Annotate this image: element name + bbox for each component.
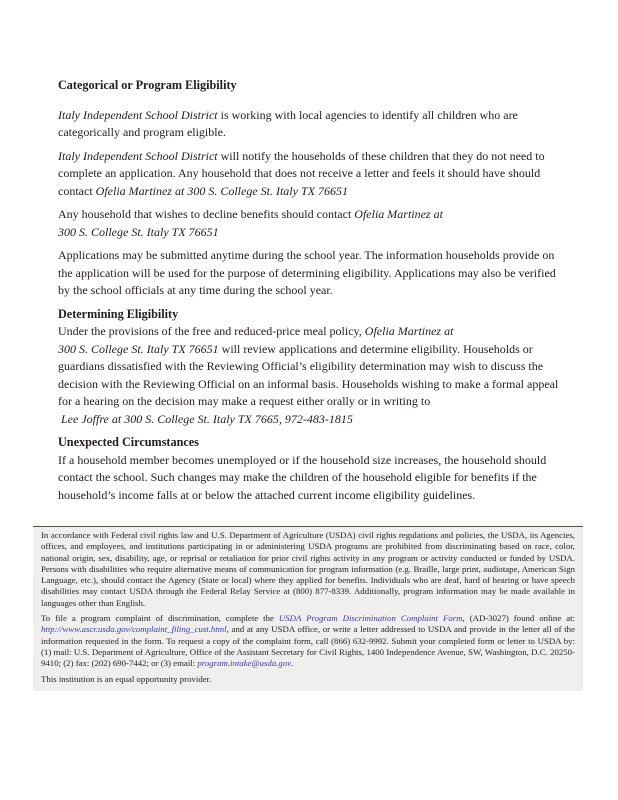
letter-body	[58, 77, 566, 504]
paragraph-text: is working with local agencies to identify all children who are categorically and program eligible.	[58, 107, 521, 139]
footer-equal-opportunity-statement: This institution is an equal opportunity provider.	[41, 673, 212, 684]
usda-legal-footer	[33, 526, 583, 691]
paragraph-decline-benefits	[58, 206, 566, 241]
footer-text: .	[291, 658, 294, 669]
footer-text: To file a program complaint of discrimination, complete the	[41, 613, 279, 624]
paragraph-text: Under the provisions of the free and reduced-price meal policy,	[58, 324, 365, 338]
district-name: Italy Independent School District	[58, 148, 218, 163]
paragraph-text: will review applications and determine eligibility. Households or guardians dissatisfied with the Reviewing Official’s eligibility determination may wish to discuss the decision with the Reviewing Official on an informal basis. Households wishing to make a formal appeal for a hearing on the decision may make a request either orally or in writing to	[58, 341, 562, 408]
footer-text: , and at any USDA office, or write a letter addressed to USDA and provide in the letter all of the information requested in the form. To request a copy of the complaint form, call (866) 632-9992. Submit your completed form or letter to USDA by: (1) mail: U.S. Department of Agriculture, Office of the Assistant Secretary for Civil Rights, 1400 Independence Avenue, SW, Washington, D.C. 20250-9410; (2) fax: (202) 690-7442; or (3) email:	[41, 624, 575, 669]
district-name: Italy Independent School District	[58, 107, 218, 122]
paragraph-notify-households	[58, 148, 566, 201]
paragraph-unexpected-circumstances: If a household member becomes unemployed or if the household size increases, the household should contact the school. Such changes may make the children of the household eligible for benefits if the household’s income falls at or below the attached current income eligibility guidelines.	[58, 452, 550, 502]
section-heading-unexpected-circumstances: Unexpected Circumstances	[58, 435, 199, 449]
footer-nondiscrimination-statement: In accordance with Federal civil rights law and U.S. Department of Agriculture (USDA) civil rights regulations and policies, the USDA, its Agencies, offices, and employees, and institutions participating in or administering USDA programs are prohibited from discriminating based on race, color, national origin, sex, disability, age, or reprisal or retaliation for prior civil rights activity in any program or activity conducted or funded by USDA. Persons with disabilities who require alternative means of communication for program information (e.g. Braille, large print, audiotape, American Sign Language, etc.), should contact the Agency (State or local) where they applied for benefits. Individuals who are deaf, hard of hearing or have speech disabilities may contact USDA through the Federal Relay Service at (800) 877-8339. Additionally, program information may be made available in languages other than English.	[41, 530, 575, 608]
link-program-intake-email[interactable]: program.intake@usda.gov	[197, 658, 292, 669]
section-heading-determining-eligibility: Determining Eligibility	[58, 306, 179, 321]
paragraph-identify-children	[58, 107, 566, 142]
contact-name: Ofelia Martinez at	[354, 207, 443, 221]
footer-text: , (AD-3027) found online at:	[462, 613, 576, 624]
link-complaint-form[interactable]: USDA Program Discrimination Complaint Form	[278, 613, 463, 624]
paragraph-determining-eligibility	[58, 323, 566, 428]
appeal-contact: Lee Joffre at 300 S. College St. Italy TX 7665, 972-483-1815	[58, 411, 353, 426]
link-complaint-url[interactable]: http://www.ascr.usda.gov/complaint_filing_cust.html	[41, 624, 227, 635]
contact-address: 300 S. College St. Italy TX 76651	[58, 224, 219, 239]
contact-name-address: Ofelia Martinez at 300 S. College St. Italy TX 76651	[95, 183, 348, 198]
reviewing-official-address: 300 S. College St. Italy TX 76651	[58, 341, 219, 356]
reviewing-official-name: Ofelia Martinez at	[364, 324, 454, 338]
paragraph-applications-anytime: Applications may be submitted anytime during the school year. The information households provide on the application will be used for the purpose of determining eligibility. Applications may also be verified by the school officials at any time during the school year.	[58, 248, 559, 297]
footer-complaint-instructions	[41, 613, 575, 669]
paragraph-text: Any household that wishes to decline benefits should contact	[58, 207, 355, 221]
paragraph-text: will notify the households of these children that they do not need to complete an application. Any household that does not receive a letter and feels it should have should contact	[58, 148, 548, 198]
section-heading-categorical-eligibility: Categorical or Program Eligibility	[58, 78, 237, 92]
